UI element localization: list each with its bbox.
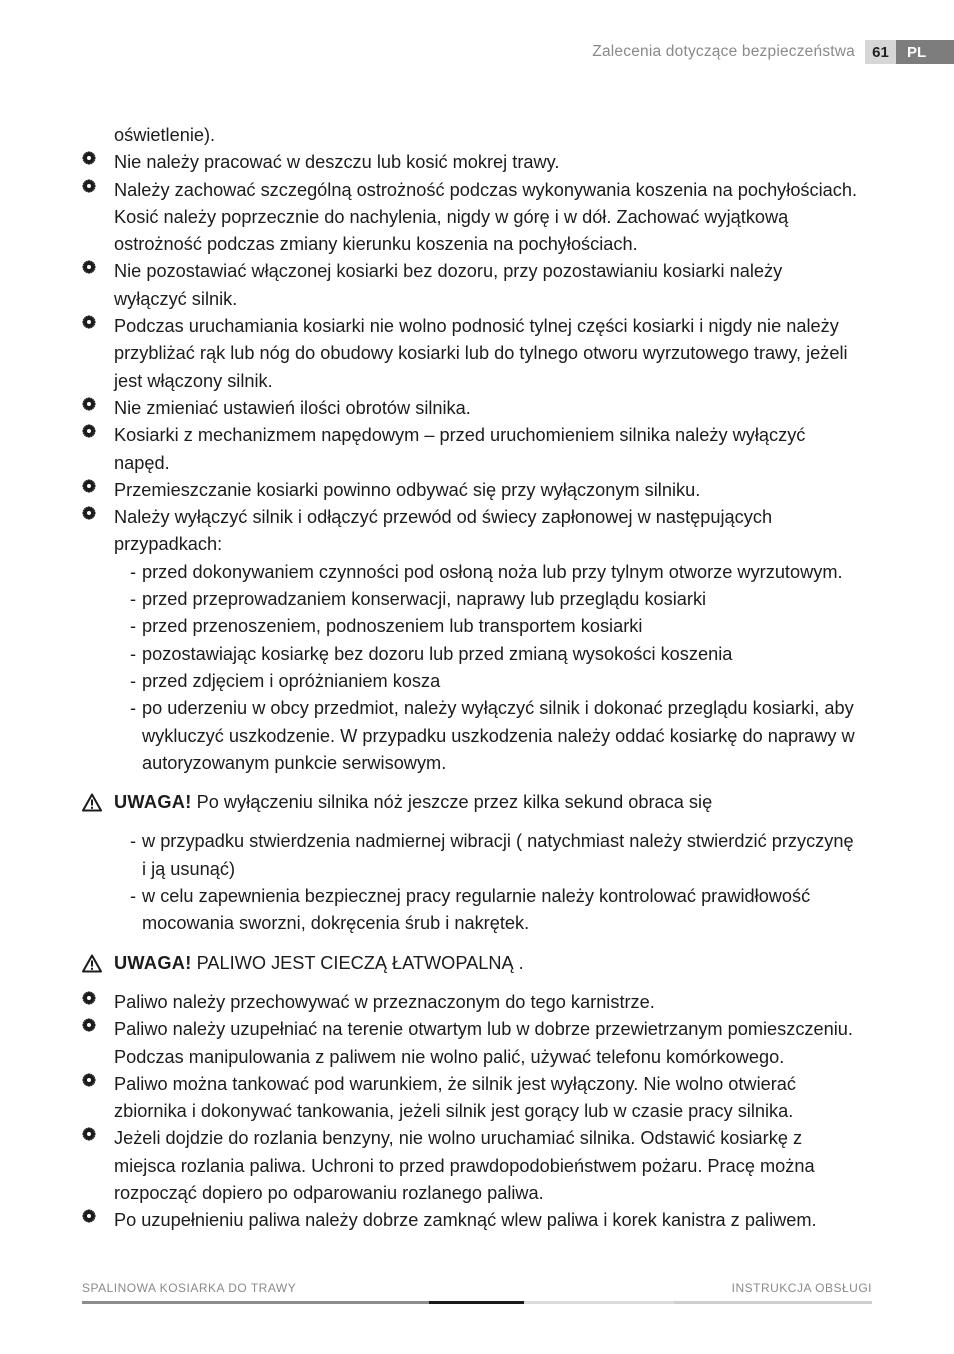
- bullet-line: Po uzupełnieniu paliwa należy dobrze zamknąć wlew paliwa i korek kanistra z paliwem.: [114, 1210, 817, 1231]
- bullet-line: Nie pozostawiać włączonej kosiarki bez dozoru, przy pozostawianiu kosiarki należy: [114, 261, 783, 282]
- bullet-line: Podczas manipulowania z paliwem nie wolno palić, używać telefonu komórkowego.: [114, 1046, 785, 1067]
- sub-item-line: przed przeprowadzaniem konserwacji, naprawy lub przeglądu kosiarki: [142, 589, 707, 610]
- warning-triangle-icon: [82, 793, 102, 812]
- sub-item-line: wykluczyć uszkodzenie. W przypadku uszkodzenia należy oddać kosiarkę do naprawy w: [142, 725, 855, 746]
- gear-bullet-icon: [81, 478, 97, 494]
- bullet-line: miejsca rozlania paliwa. Uchroni to przed prawdopodobieństwem pożaru. Pracę można: [114, 1155, 815, 1176]
- bullet-line: Jeżeli dojdzie do rozlania benzyny, nie wolno uruchamiać silnika. Odstawić kosiarkę z: [114, 1128, 803, 1149]
- sub-list-item: [80, 586, 880, 613]
- warning-text: PALIWO JEST CIECZĄ ŁATWOPALNĄ .: [191, 952, 524, 973]
- footer-rule-right: [674, 1301, 872, 1304]
- dash-marker: -: [130, 616, 137, 637]
- bullet-list-safety: [80, 149, 880, 558]
- bullet-line: Należy wyłączyć silnik i odłączyć przewód od świecy zapłonowej w następujących: [114, 507, 773, 528]
- gear-bullet-icon: [81, 990, 97, 1006]
- gear-bullet-icon: [81, 1072, 97, 1088]
- bullet-item: [80, 177, 880, 259]
- gear-bullet-icon: [81, 1208, 97, 1224]
- warning-label: UWAGA!: [114, 952, 192, 973]
- sub-item-line: w przypadku stwierdzenia nadmiernej wibracji ( natychmiast należy stwierdzić przyczynę: [142, 831, 854, 852]
- bullet-list-fuel: [80, 989, 880, 1235]
- bullet-line: rozpocząć dopiero po odparowaniu rozlanego paliwa.: [114, 1182, 544, 1203]
- sub-list-item: [80, 695, 880, 777]
- bullet-line: Paliwo należy uzupełniać na terenie otwartym lub w dobrze przewietrzanym pomieszczeniu.: [114, 1019, 853, 1040]
- bullet-line: jest włączony silnik.: [114, 370, 273, 391]
- language-tab: PL: [896, 40, 954, 64]
- gear-bullet-icon: [81, 314, 97, 330]
- bullet-line: ostrożność podczas zmiany kierunku koszenia na pochyłościach.: [114, 234, 638, 255]
- footer-rule-left: [82, 1301, 429, 1304]
- bullet-line: Przemieszczanie kosiarki powinno odbywać się przy wyłączonym silniku.: [114, 479, 701, 500]
- bullet-item: [80, 989, 880, 1016]
- gear-bullet-icon: [81, 1017, 97, 1033]
- dash-marker: -: [130, 670, 137, 691]
- bullet-line: przybliżać rąk lub nóg do obudowy kosiarki lub do tylnego otworu wyrzutowego trawy, jeżeli: [114, 343, 848, 364]
- gear-bullet-icon: [81, 1126, 97, 1142]
- gear-bullet-icon: [81, 396, 97, 412]
- footer-rule-mid: [524, 1301, 674, 1304]
- sub-item-line: po uderzeniu w obcy przedmiot, należy wyłączyć silnik i dokonać przeglądu kosiarki, aby: [142, 698, 854, 719]
- sub-list-vibration: [80, 828, 880, 937]
- page-header: [592, 40, 954, 64]
- gear-bullet-icon: [81, 150, 97, 166]
- bullet-line: Nie zmieniać ustawień ilości obrotów silnika.: [114, 397, 471, 418]
- sub-list-item: [80, 559, 880, 586]
- warning-fuel: [80, 950, 880, 977]
- warning-triangle-icon: [82, 954, 102, 973]
- bullet-item: [80, 477, 880, 504]
- gear-bullet-icon: [81, 505, 97, 521]
- dash-marker: -: [130, 561, 137, 582]
- page-number: 61: [865, 40, 896, 64]
- gear-bullet-icon: [81, 423, 97, 439]
- bullet-item: [80, 149, 880, 176]
- document-body: [80, 122, 880, 1235]
- bullet-line: Nie należy pracować w deszczu lub kosić mokrej trawy.: [114, 152, 560, 173]
- warning-label: UWAGA!: [114, 792, 192, 813]
- bullet-line: Podczas uruchamiania kosiarki nie wolno podnosić tylnej części kosiarki i nigdy nie należy: [114, 316, 839, 337]
- bullet-line: zbiornika i dokonywać tankowania, jeżeli silnik jest gorący lub w czasie pracy silnika.: [114, 1101, 794, 1122]
- sub-item-line: przed zdjęciem i opróżnianiem kosza: [142, 670, 441, 691]
- dash-marker: -: [130, 831, 137, 852]
- dash-marker: -: [130, 886, 137, 907]
- sub-item-line: przed dokonywaniem czynności pod osłoną noża lub przy tylnym otworze wyrzutowym.: [142, 561, 843, 582]
- warning-blade: [80, 789, 880, 816]
- warning-text: Po wyłączeniu silnika nóż jeszcze przez kilka sekund obraca się: [191, 792, 713, 813]
- section-title: Zalecenia dotyczące bezpieczeństwa: [592, 43, 855, 60]
- bullet-line: napęd.: [114, 452, 170, 473]
- sub-list-item: [80, 613, 880, 640]
- dash-marker: -: [130, 698, 137, 719]
- footer-rule-center: [429, 1301, 524, 1304]
- bullet-item: [80, 504, 880, 559]
- continuation-text: oświetlenie).: [114, 125, 216, 145]
- bullet-item: [80, 258, 880, 313]
- sub-list-item: [80, 641, 880, 668]
- gear-bullet-icon: [81, 178, 97, 194]
- footer-manual-label: INSTRUKCJA OBSŁUGI: [731, 1281, 872, 1295]
- bullet-item: [80, 1016, 880, 1071]
- bullet-line: Paliwo należy przechowywać w przeznaczonym do tego karnistrze.: [114, 991, 655, 1012]
- sub-item-line: w celu zapewnienia bezpiecznej pracy regularnie należy kontrolować prawidłowość: [142, 886, 811, 907]
- bullet-item: [80, 395, 880, 422]
- bullet-line: Kosiarki z mechanizmem napędowym – przed uruchomieniem silnika należy wyłączyć: [114, 425, 806, 446]
- dash-marker: -: [130, 589, 137, 610]
- bullet-item: [80, 1071, 880, 1126]
- sub-list-item: [80, 883, 880, 938]
- sub-list-disconnect-cases: [80, 559, 880, 777]
- gear-bullet-icon: [81, 259, 97, 275]
- bullet-line: przypadkach:: [114, 534, 223, 555]
- footer-product-name: SPALINOWA KOSIARKA DO TRAWY: [82, 1281, 297, 1295]
- bullet-item: [80, 1207, 880, 1234]
- bullet-item: [80, 422, 880, 477]
- sub-list-item: [80, 668, 880, 695]
- bullet-line: wyłączyć silnik.: [114, 288, 238, 309]
- dash-marker: -: [130, 643, 137, 664]
- sub-list-item: [80, 828, 880, 883]
- sub-item-line: mocowania sworzni, dokręcenia śrub i nakrętek.: [142, 913, 530, 934]
- sub-item-line: pozostawiając kosiarkę bez dozoru lub przed zmianą wysokości koszenia: [142, 643, 733, 664]
- bullet-line: Kosić należy poprzecznie do nachylenia, nigdy w górę i w dół. Zachować wyjątkową: [114, 206, 789, 227]
- sub-item-line: autoryzowanym punkcie serwisowym.: [142, 752, 447, 773]
- bullet-item: [80, 313, 880, 395]
- sub-item-line: i ją usunąć): [142, 858, 236, 879]
- bullet-line: Należy zachować szczególną ostrożność podczas wykonywania koszenia na pochyłościach.: [114, 179, 858, 200]
- bullet-line: Paliwo można tankować pod warunkiem, że silnik jest wyłączony. Nie wolno otwierać: [114, 1073, 796, 1094]
- bullet-item: [80, 1125, 880, 1207]
- sub-item-line: przed przenoszeniem, podnoszeniem lub transportem kosiarki: [142, 616, 643, 637]
